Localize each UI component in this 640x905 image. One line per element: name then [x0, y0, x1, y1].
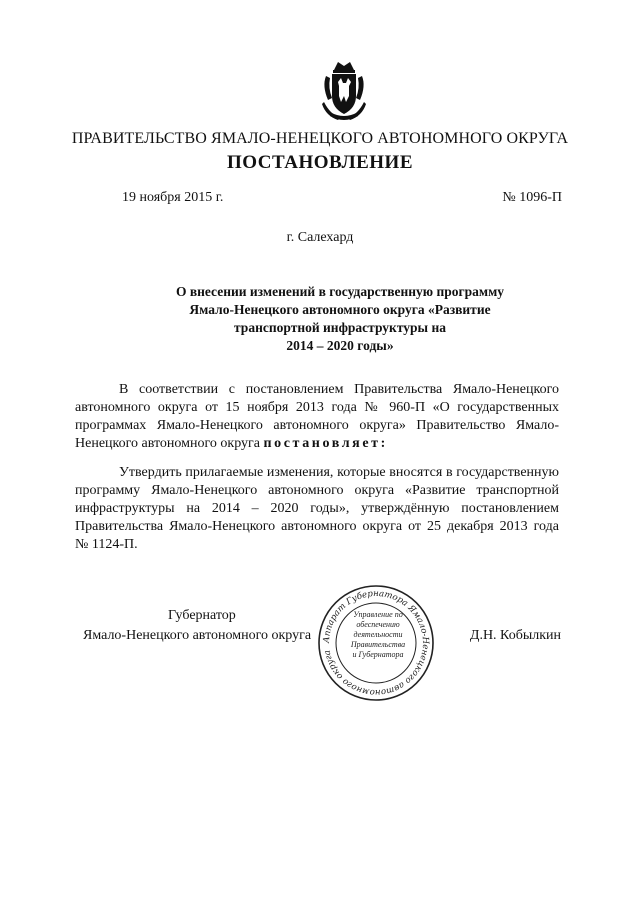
paragraph-line: инфраструктуры на 2014 – 2020 годы», утверждённую постановлением — [75, 501, 559, 516]
paragraph-line: программах Ямало-Ненецкого автономного округа» Правительство Ямало- — [75, 418, 559, 433]
stamp-line: обеспечению — [356, 620, 400, 629]
stamp-line: Управление по — [353, 610, 403, 619]
paragraph-line — [75, 435, 559, 453]
paragraph-line: Утвердить прилагаемые изменения, которые вносятся в государственную — [119, 465, 559, 480]
document-type: ПОСТАНОВЛЕНИЕ — [226, 152, 414, 173]
signer-organization: Ямало-Ненецкого автономного округа — [83, 628, 312, 643]
subject-line: транспортной инфраструктуры на — [234, 320, 446, 335]
paragraph-line: Правительства Ямало-Ненецкого автономного округа от 25 декабря 2013 года — [75, 519, 559, 534]
signer-title: Губернатор — [168, 608, 236, 623]
subject-line: 2014 – 2020 годы» — [286, 338, 394, 353]
paragraph-line: автономного округа от 15 ноября 2013 года № 960-П «О государственных — [75, 400, 559, 415]
subject-line: О внесении изменений в государственную программу — [175, 284, 505, 299]
organization-title: ПРАВИТЕЛЬСТВО ЯМАЛО-НЕНЕЦКОГО АВТОНОМНОГО ОКРУГА — [71, 130, 569, 147]
paragraph-preamble — [75, 381, 559, 453]
stamp-line: Правительства — [350, 640, 406, 649]
stamp-center-text — [337, 610, 419, 660]
paragraph-text: Ненецкого автономного округа — [75, 436, 264, 451]
subject-line: Ямало-Ненецкого автономного округа «Развитие — [189, 302, 491, 317]
document-subject — [150, 283, 530, 355]
resolution-keyword: постановляет: — [263, 436, 388, 451]
stamp-line: деятельности — [353, 630, 403, 639]
document-number: № 1096-П — [502, 190, 562, 205]
stamp-ring-text: Аппарат Губернатора Ямало-Ненецкого автономного округа — [321, 588, 431, 698]
document-date: 19 ноября 2015 г. — [122, 190, 224, 205]
paragraph-line: программу Ямало-Ненецкого автономного округа «Развитие транспортной — [75, 483, 559, 498]
coat-of-arms-icon — [316, 56, 372, 126]
paragraph-line: № 1124-П. — [75, 537, 138, 552]
paragraph-resolution — [75, 464, 559, 554]
stamp-line: и Губернатора — [352, 650, 404, 659]
signer-name: Д.Н. Кобылкин — [469, 628, 561, 643]
paragraph-line: В соответствии с постановлением Правительства Ямало-Ненецкого — [119, 382, 559, 397]
document-city: г. Салехард — [286, 230, 354, 245]
